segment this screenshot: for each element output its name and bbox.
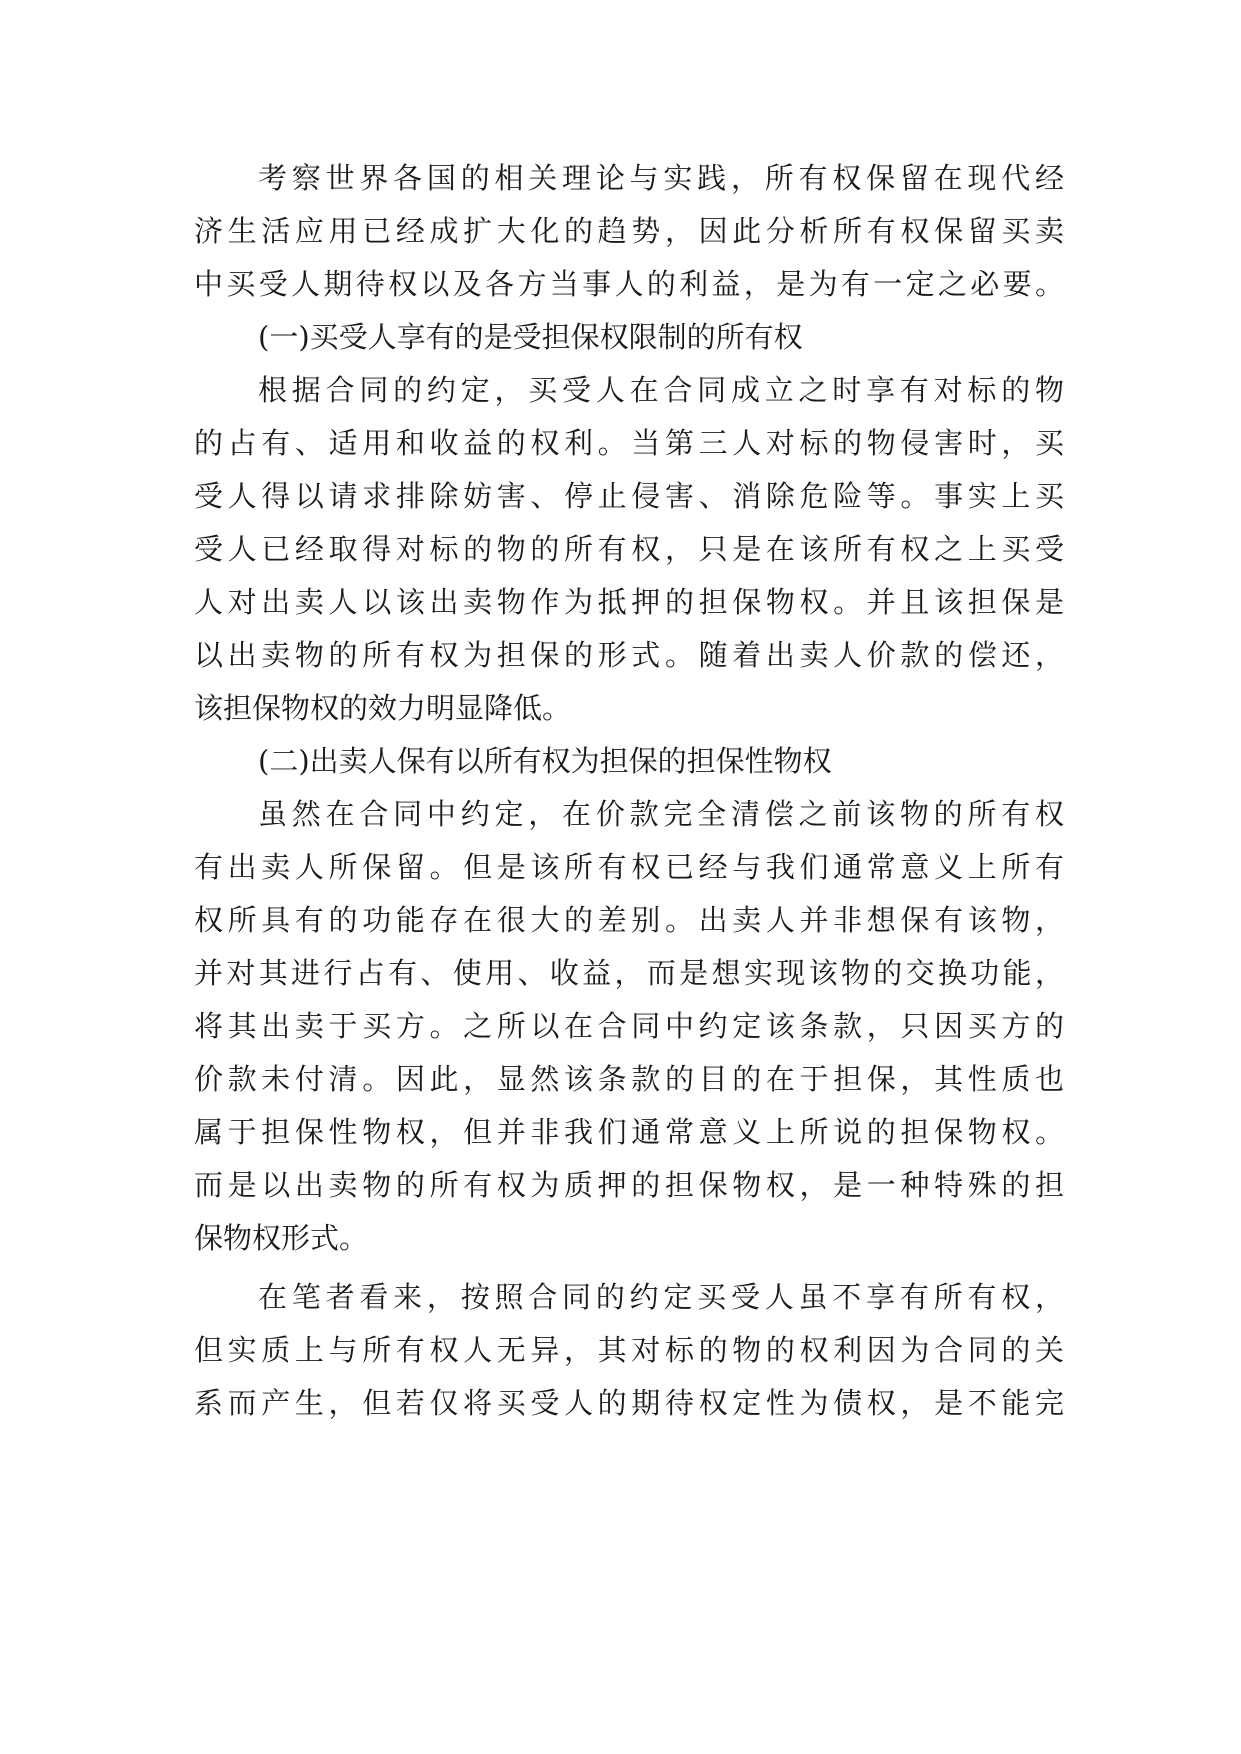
paragraph-4-line-2: 但实质上与所有权人无异，其对标的物的权利因为合同的关 xyxy=(194,1333,1064,1367)
paragraph-1-line-2: 济生活应用已经成扩大化的趋势，因此分析所有权保留买卖 xyxy=(194,214,1064,248)
paragraph-2-line-1: 根据合同的约定，买受人在合同成立之时享有对标的物 xyxy=(258,373,1064,407)
section-heading-1: (一)买受人享有的是受担保权限制的所有权 xyxy=(258,320,803,354)
paragraph-3-line-2: 有出卖人所保留。但是该所有权已经与我们通常意义上所有 xyxy=(194,850,1064,884)
paragraph-4-line-1: 在笔者看来，按照合同的约定买受人虽不享有所有权， xyxy=(258,1280,1064,1314)
paragraph-2-line-4: 受人已经取得对标的物的所有权，只是在该所有权之上买受 xyxy=(194,532,1064,566)
paragraph-1-line-3: 中买受人期待权以及各方当事人的利益，是为有一定之必要。 xyxy=(194,267,1064,301)
paragraph-3-line-5: 将其出卖于买方。之所以在合同中约定该条款，只因买方的 xyxy=(194,1009,1064,1043)
paragraph-2-line-5: 人对出卖人以该出卖物作为抵押的担保物权。并且该担保是 xyxy=(194,585,1064,619)
paragraph-3-line-3: 权所具有的功能存在很大的差别。出卖人并非想保有该物， xyxy=(194,903,1064,937)
paragraph-2-line-6: 以出卖物的所有权为担保的形式。随着出卖人价款的偿还， xyxy=(194,638,1064,672)
paragraph-3-line-9: 保物权形式。 xyxy=(194,1221,369,1255)
paragraph-1-line-1: 考察世界各国的相关理论与实践，所有权保留在现代经 xyxy=(258,161,1064,195)
paragraph-3-line-8: 而是以出卖物的所有权为质押的担保物权，是一种特殊的担 xyxy=(194,1168,1064,1202)
paragraph-3-line-1: 虽然在合同中约定，在价款完全清偿之前该物的所有权 xyxy=(258,797,1064,831)
paragraph-3-line-7: 属于担保性物权，但并非我们通常意义上所说的担保物权。 xyxy=(194,1115,1064,1149)
paragraph-2-line-3: 受人得以请求排除妨害、停止侵害、消除危险等。事实上买 xyxy=(194,479,1064,513)
paragraph-2-line-2: 的占有、适用和收益的权利。当第三人对标的物侵害时，买 xyxy=(194,426,1064,460)
paragraph-2-line-7: 该担保物权的效力明显降低。 xyxy=(194,691,572,725)
paragraph-3-line-4: 并对其进行占有、使用、收益，而是想实现该物的交换功能， xyxy=(194,956,1064,990)
paragraph-4-line-3: 系而产生，但若仅将买受人的期待权定性为债权，是不能完 xyxy=(194,1386,1064,1420)
section-heading-2: (二)出卖人保有以所有权为担保的担保性物权 xyxy=(258,744,832,778)
paragraph-3-line-6: 价款未付清。因此，显然该条款的目的在于担保，其性质也 xyxy=(194,1062,1064,1096)
